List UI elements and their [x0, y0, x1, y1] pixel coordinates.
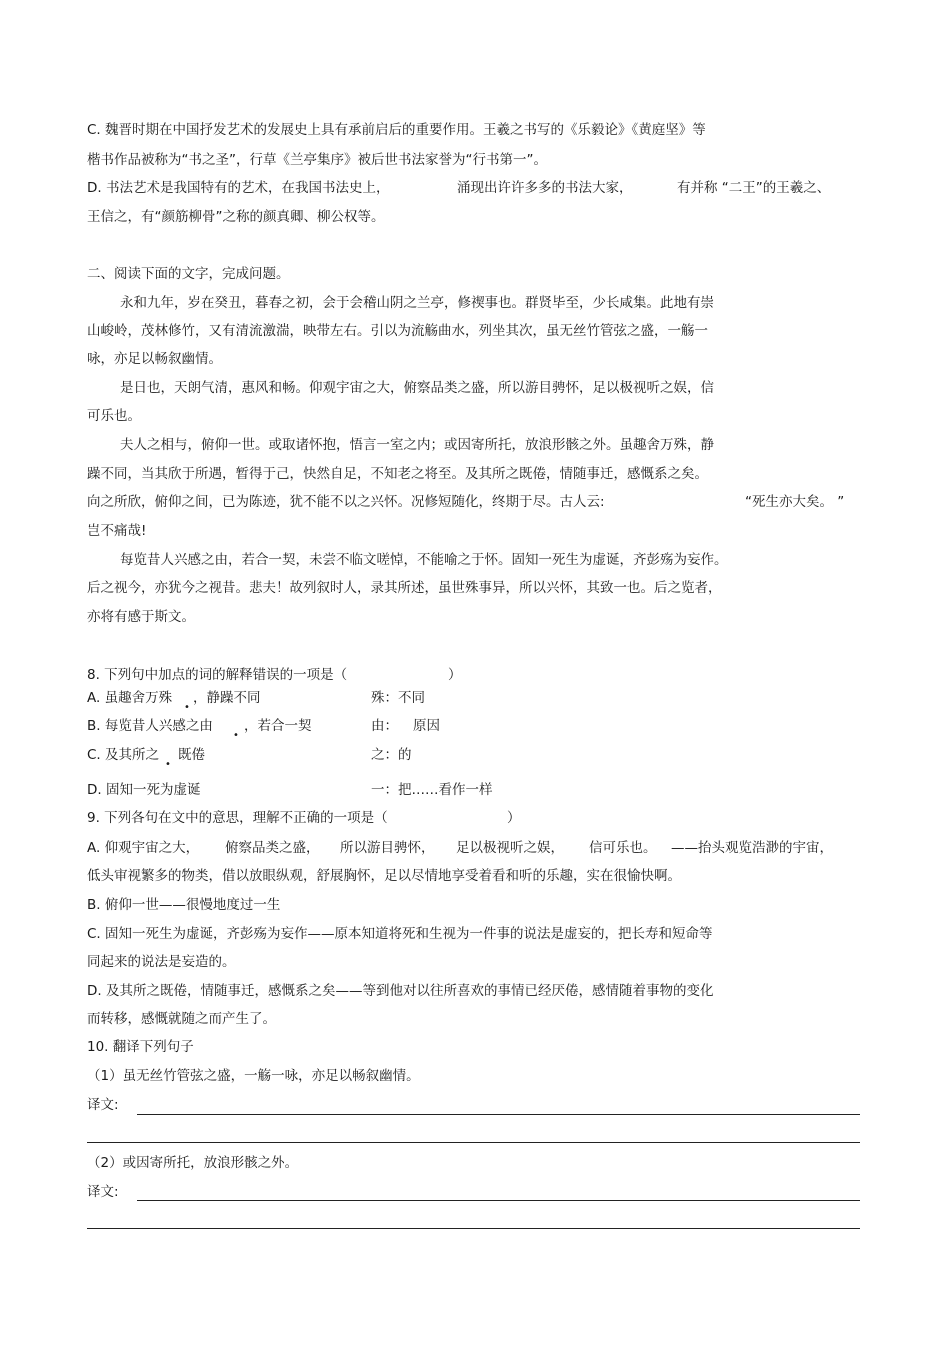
- option-c-line-1: C. 魏晋时期在中国抒发艺术的发展史上具有承前启后的重要作用。王羲之书写的《乐毅论》《黄庭坚》等: [87, 122, 706, 138]
- passage-p3-line-2: 躁不同，当其欣于所遇，暂得于己，快然自足，不知老之将至。及其所之既倦，情随事迁，感慨系之矣。: [87, 466, 708, 482]
- q9-option-a-part-5: 信可乐也。: [589, 840, 657, 856]
- q9-option-c-line-2: 同起来的说法是妄造的。: [87, 954, 236, 970]
- passage-p4-line-1: 每览昔人兴感之由，若合一契，未尝不临文嗟悼，不能喻之于怀。固知一死生为虚诞，齐彭殇为妄作。: [120, 552, 728, 568]
- q9-option-a-part-4: 足以极视听之娱，: [456, 840, 564, 856]
- q10-translation-label-1: 译文:: [87, 1097, 119, 1113]
- q8-option-d-left: D. 固知一死为虚诞: [87, 782, 201, 798]
- passage-p3-line-3: 向之所欣，俯仰之间，已为陈迹，犹不能不以之兴怀。况修短随化，终期于尽。古人云:: [87, 494, 605, 510]
- passage-p3-line-1: 夫人之相与，俯仰一世。或取诸怀抱，悟言一室之内；或因寄所托，放浪形骸之外。虽趣舍万殊，静: [120, 437, 714, 453]
- answer-line[interactable]: [87, 1228, 860, 1229]
- q9-option-a-part-1: A. 仰观宇宙之大，: [87, 840, 200, 856]
- q10-translation-label-2: 译文:: [87, 1184, 119, 1200]
- emphasis-dot: •: [184, 702, 190, 713]
- passage-p2-line-2: 可乐也。: [87, 408, 141, 424]
- q8-option-a-left: A. 虽趣舍万殊: [87, 690, 173, 706]
- q8-option-a-mid: ，静躁不同: [193, 690, 261, 706]
- passage-p1-line-2: 山峻岭，茂林修竹，又有清流激湍，映带左右。引以为流觞曲水，列坐其次，虽无丝竹管弦之盛，一觞一: [87, 323, 708, 339]
- q9-option-a-line-2: 低头审视繁多的物类，借以放眼纵观，舒展胸怀，足以尽情地享受着看和听的乐趣，实在很愉快啊。: [87, 868, 681, 884]
- q8-stem-close: ）: [448, 667, 462, 683]
- option-d-line-1a: D. 书法艺术是我国特有的艺术，在我国书法史上，: [87, 180, 390, 196]
- q8-option-c-mid: 既倦: [178, 747, 205, 763]
- q9-stem-close: ）: [507, 810, 521, 826]
- q10-sentence-2: （2）或因寄所托，放浪形骸之外。: [87, 1155, 299, 1171]
- q9-option-b: B. 俯仰一世——很慢地度过一生: [87, 897, 281, 913]
- passage-p4-line-3: 亦将有感于斯文。: [87, 609, 195, 625]
- q8-option-b-right-1: 由：: [371, 718, 398, 734]
- passage-p3-quote: “死生亦大矣。 ”: [745, 494, 845, 510]
- q8-option-b-left: B. 每览昔人兴感之由: [87, 718, 213, 734]
- section-2-heading: 二、阅读下面的文字，完成问题。: [87, 266, 290, 282]
- q9-option-a-part-6: ——抬头观览浩渺的宇宙，: [671, 840, 833, 856]
- q9-option-a-part-2: 俯察品类之盛，: [225, 840, 320, 856]
- passage-p3-line-4: 岂不痛哉!: [87, 523, 147, 539]
- answer-line[interactable]: [137, 1114, 860, 1115]
- passage-p2-line-1: 是日也，天朗气清，惠风和畅。仰观宇宙之大，俯察品类之盛，所以游目骋怀，足以极视听之娱，信: [120, 380, 714, 396]
- q8-option-b-right-2: 原因: [413, 718, 440, 734]
- q9-option-a-part-3: 所以游目骋怀，: [340, 840, 435, 856]
- q9-stem: 9. 下列各句在文中的意思，理解不正确的一项是（: [87, 810, 388, 826]
- q10-sentence-1: （1）虽无丝竹管弦之盛，一觞一咏，亦足以畅叙幽情。: [87, 1068, 420, 1084]
- emphasis-dot: •: [233, 730, 239, 741]
- q8-stem: 8. 下列句中加点的词的解释错误的一项是（: [87, 667, 348, 683]
- q8-option-d-right: 一：把……看作一样: [371, 782, 493, 798]
- option-d-line-1c: 有并称 “二王”的王羲之、: [677, 180, 831, 196]
- q9-option-d-line-1: D. 及其所之既倦，情随事迁，感慨系之矣——等到他对以往所喜欢的事情已经厌倦，感情随着事物的变化: [87, 983, 714, 999]
- q9-option-d-line-2: 而转移，感慨就随之而产生了。: [87, 1011, 276, 1027]
- option-c-line-2: 楷书作品被称为“书之圣”，行草《兰亭集序》被后世书法家誉为“行书第一”。: [87, 152, 547, 168]
- passage-p1-line-1: 永和九年，岁在癸丑，暮春之初，会于会稽山阴之兰亭，修禊事也。群贤毕至，少长咸集。此地有崇: [120, 295, 714, 311]
- q8-option-c-right: 之：的: [371, 747, 412, 763]
- option-d-line-1b: 涌现出许许多多的书法大家，: [457, 180, 633, 196]
- passage-p1-line-3: 咏，亦足以畅叙幽情。: [87, 351, 222, 367]
- answer-line[interactable]: [137, 1200, 860, 1201]
- q8-option-b-mid: ，若合一契: [244, 718, 312, 734]
- passage-p4-line-2: 后之视今，亦犹今之视昔。悲夫！故列叙时人，录其所述，虽世殊事异，所以兴怀，其致一也。后之览者，: [87, 580, 722, 596]
- q10-stem: 10. 翻译下列句子: [87, 1039, 194, 1055]
- q9-option-c-line-1: C. 固知一死生为虚诞，齐彭殇为妄作——原本知道将死和生视为一件事的说法是虚妄的，把长寿和短命等: [87, 926, 713, 942]
- answer-line[interactable]: [87, 1142, 860, 1143]
- emphasis-dot: •: [165, 759, 171, 770]
- option-d-line-2: 王信之，有“颜筋柳骨”之称的颜真卿、柳公权等。: [87, 209, 385, 225]
- q8-option-a-right: 殊：不同: [371, 690, 425, 706]
- q8-option-c-left: C. 及其所之: [87, 747, 160, 763]
